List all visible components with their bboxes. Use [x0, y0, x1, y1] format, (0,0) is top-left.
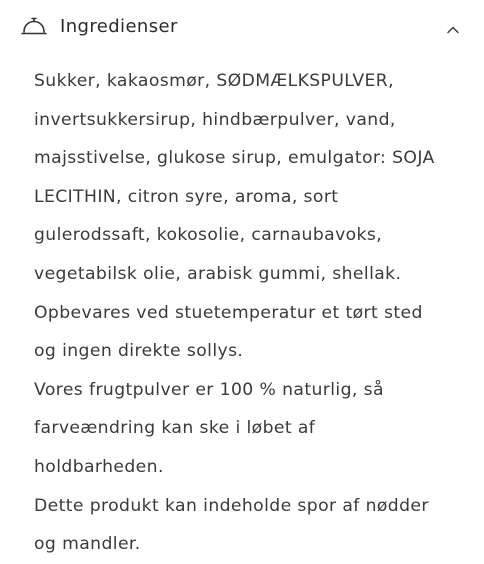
- fruit-powder-note-line: farveændring kan ske i løbet af: [34, 418, 316, 439]
- ingredients-line: invertsukkersirup, hindbærpulver, vand,: [34, 109, 396, 130]
- allergen-warning-line: og mandler.: [34, 534, 141, 555]
- ingredients-text: [34, 62, 474, 564]
- ingredients-line: vegetabilsk olie, arabisk gummi, shellak.: [34, 263, 402, 284]
- allergen-warning-line: Dette produkt kan indeholde spor af nødder: [34, 495, 429, 516]
- ingredients-line: Sukker, kakaosmør, SØDMÆLKSPULVER,: [34, 71, 395, 91]
- ingredients-accordion-header[interactable]: [0, 0, 484, 56]
- ingredients-line: gulerodssaft, kokosolie, carnaubavoks,: [34, 225, 383, 246]
- chevron-up-icon[interactable]: [446, 21, 460, 33]
- ingredients-line: LECITHIN, citron syre, aroma, sort: [34, 186, 339, 207]
- storage-line: Opbevares ved stuetemperatur et tørt sted: [34, 302, 423, 323]
- storage-line: og ingen direkte sollys.: [34, 341, 244, 362]
- serving-cloche-icon: [20, 16, 48, 38]
- ingredients-line: majsstivelse, glukose sirup, emulgator: SOJA: [34, 148, 435, 169]
- accordion-title: Ingredienser: [60, 16, 178, 37]
- fruit-powder-note-line: holdbarheden.: [34, 456, 164, 477]
- fruit-powder-note-line: Vores frugtpulver er 100 % naturlig, så: [34, 379, 384, 400]
